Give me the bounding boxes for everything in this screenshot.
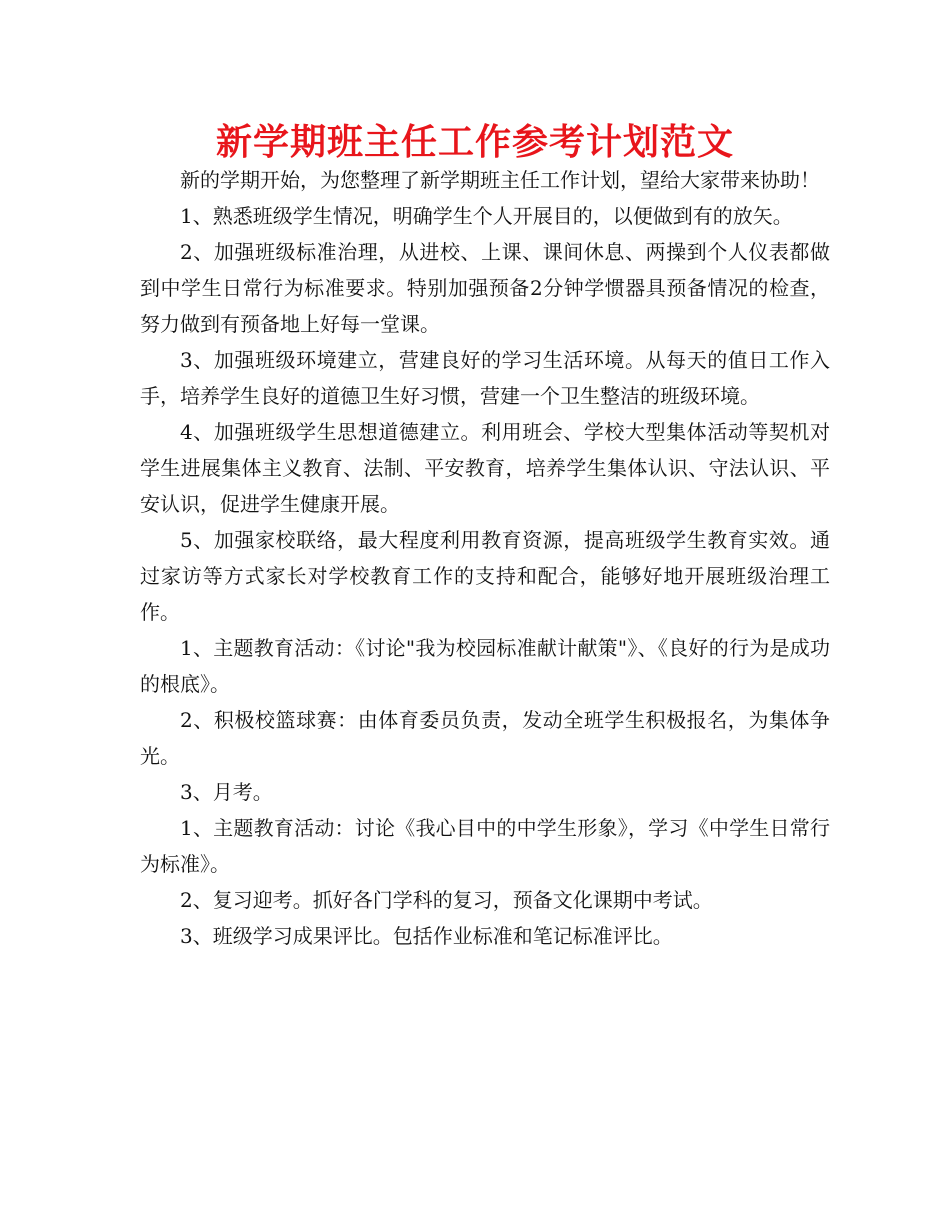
paragraph: 1、熟悉班级学生情况，明确学生个人开展目的，以便做到有的放矢。	[180, 204, 793, 228]
paragraph: 2、积极校篮球赛：由体育委员负责，发动全班学生积极报名，为集体争光。	[140, 708, 830, 768]
paragraph: 1、主题教育活动：讨论《我心目中的中学生形象》，学习《中学生日常行为标准》。	[140, 816, 830, 876]
paragraph: 2、加强班级标准治理，从进校、上课、课间休息、两操到个人仪表都做到中学生日常行为标准要求。特别加强预备2分钟学惯器具预备情况的检查，努力做到有预备地上好每一堂课。	[140, 240, 830, 336]
document-body	[140, 162, 830, 954]
page-title: 新学期班主任工作参考计划范文	[215, 122, 734, 163]
paragraph: 3、加强班级环境建立，营建良好的学习生活环境。从每天的值日工作入手，培养学生良好的道德卫生好习惯，营建一个卫生整洁的班级环境。	[140, 348, 830, 408]
paragraph: 3、月考。	[180, 780, 273, 804]
intro-paragraph: 新的学期开始，为您整理了新学期班主任工作计划，望给大家带来协助！	[180, 168, 820, 192]
paragraph: 1、主题教育活动：《讨论"我为校园标准献计献策"》、《良好的行为是成功的根底》。	[140, 636, 830, 696]
paragraph: 2、复习迎考。抓好各门学科的复习，预备文化课期中考试。	[180, 888, 713, 912]
paragraph: 3、班级学习成果评比。包括作业标准和笔记标准评比。	[180, 924, 673, 948]
paragraph: 5、加强家校联络，最大程度利用教育资源，提高班级学生教育实效。通过家访等方式家长对学校教育工作的支持和配合，能够好地开展班级治理工作。	[140, 528, 830, 624]
paragraph: 4、加强班级学生思想道德建立。利用班会、学校大型集体活动等契机对学生进展集体主义教育、法制、平安教育，培养学生集体认识、守法认识、平安认识，促进学生健康开展。	[140, 420, 830, 516]
